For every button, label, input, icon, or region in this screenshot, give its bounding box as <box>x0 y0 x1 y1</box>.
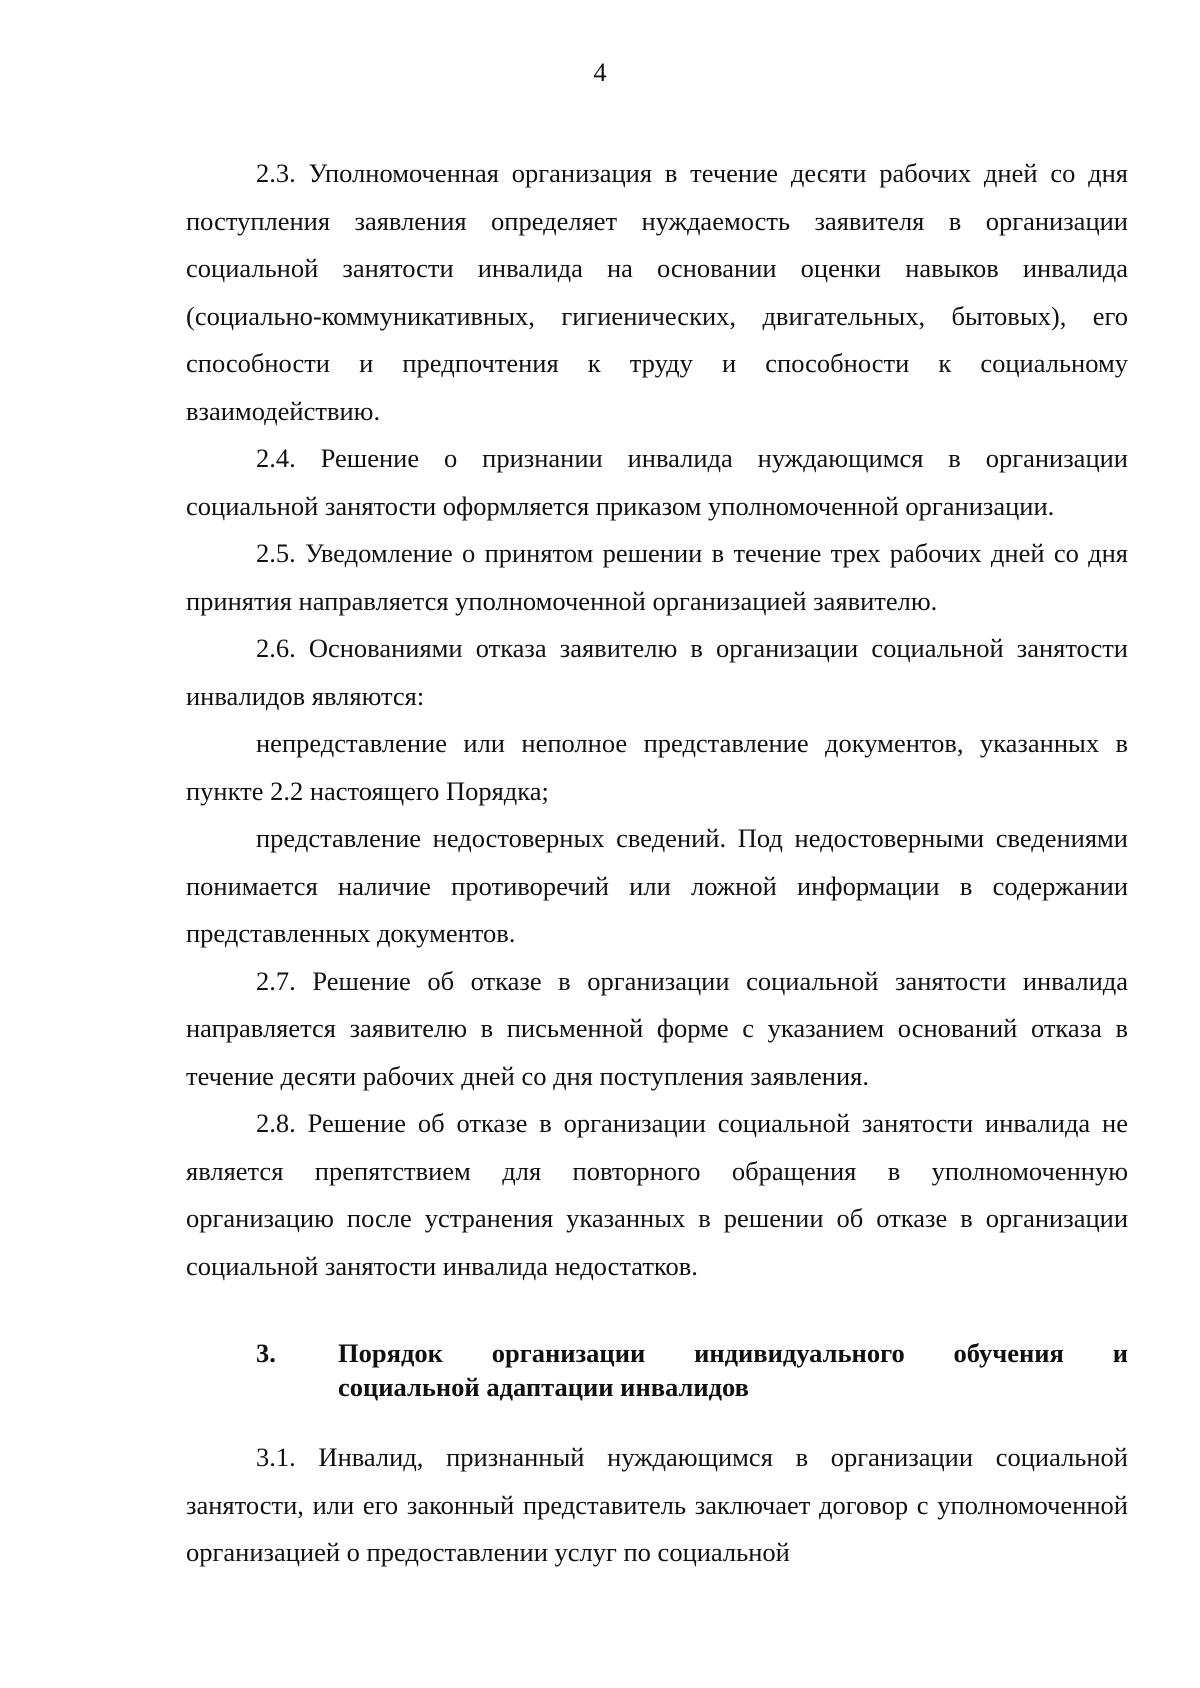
paragraph-2-6: 2.6. Основаниями отказа заявителю в организации социальной занятости инвалидов являются: <box>186 633 1128 711</box>
paragraph-2-6-item-1: непредставление или неполное представление документов, указанных в пункте 2.2 настоящего Порядка; <box>186 728 1128 806</box>
paragraph-2-3: 2.3. Уполномоченная организация в течение десяти рабочих дней со дня поступления заявления определяет нуждаемость заявителя в организации социальной занятости инвалида на основании оценки навыков инвалида (социально-коммуникативных, гигиенических, двигательных, бытовых), его способности и предпочтения к труду и способности к социальному взаимодействию. <box>186 158 1128 426</box>
paragraph-2-4: 2.4. Решение о признании инвалида нуждающимся в организации социальной занятости оформляется приказом уполномоченной организации. <box>186 443 1128 521</box>
paragraph-2-7: 2.7. Решение об отказе в организации социальной занятости инвалида направляется заявителю в письменной форме с указанием оснований отказа в течение десяти рабочих дней со дня поступления заявления. <box>186 965 1128 1091</box>
paragraph-3-1: 3.1. Инвалид, признанный нуждающимся в организации социальной занятости, или его законный представитель заключает договор с уполномоченной организацией о предоставлении услуг по социальной <box>186 1442 1128 1567</box>
section-3-title <box>338 1336 1128 1404</box>
paragraph-2-8: 2.8. Решение об отказе в организации социальной занятости инвалида не является препятствием для повторного обращения в уполномоченную организацию после устранения указанных в решении об отказе в организации социальной занятости инвалида недостатков. <box>186 1108 1128 1281</box>
document-body <box>186 150 1128 1577</box>
section-3-number: 3. <box>256 1338 276 1368</box>
section-3-heading <box>186 1336 1128 1404</box>
paragraph-2-6-item-2: представление недостоверных сведений. Под недостоверными сведениями понимается наличие противоречий или ложной информации в содержании представленных документов. <box>186 823 1128 948</box>
section-3-title-line-2: социальной адаптации инвалидов <box>338 1372 749 1402</box>
section-3-title-line-1: Порядок организации индивидуального обучения и <box>338 1338 1128 1368</box>
paragraph-2-5: 2.5. Уведомление о принятом решении в течение трех рабочих дней со дня принятия направляется уполномоченной организацией заявителю. <box>186 538 1128 616</box>
page-number: 4 <box>593 58 607 87</box>
